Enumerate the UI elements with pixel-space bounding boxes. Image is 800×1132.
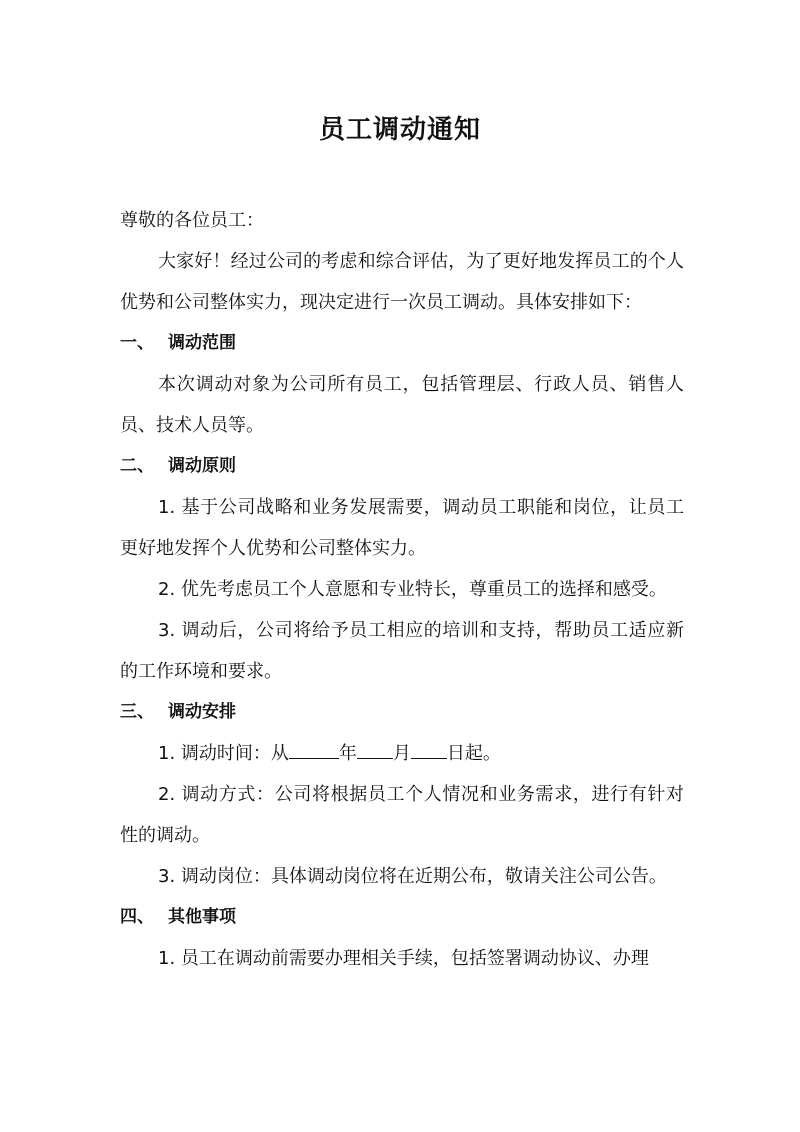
section-heading-arrangement bbox=[120, 692, 684, 733]
principle-item-1: 1. 基于公司战略和业务发展需要，调动员工职能和岗位，让员工更好地发挥个人优势和公司整体实力。 bbox=[120, 497, 684, 559]
time-prefix: 1. 调动时间：从 bbox=[158, 743, 289, 764]
day-label: 日起。 bbox=[446, 743, 501, 764]
document-body bbox=[120, 200, 684, 979]
section-number: 四、 bbox=[120, 907, 154, 927]
scope-paragraph: 本次调动对象为公司所有员工，包括管理层、行政人员、销售人员、技术人员等。 bbox=[120, 374, 684, 436]
section-number: 二、 bbox=[120, 456, 154, 476]
principle-item-2: 2. 优先考虑员工个人意愿和专业特长，尊重员工的选择和感受。 bbox=[158, 579, 667, 600]
month-label: 月 bbox=[392, 743, 411, 764]
section-heading-principles bbox=[120, 446, 684, 487]
other-item-1: 1. 员工在调动前需要办理相关手续，包括签署调动协议、办理 bbox=[158, 948, 649, 969]
section-number: 三、 bbox=[120, 702, 154, 722]
greeting: 尊敬的各位员工： bbox=[120, 210, 264, 231]
month-blank-field[interactable] bbox=[357, 738, 393, 759]
section-heading-other bbox=[120, 897, 684, 938]
document-title: 员工调动通知 bbox=[318, 115, 481, 145]
section-title: 其他事项 bbox=[168, 907, 236, 927]
section-title: 调动原则 bbox=[168, 456, 236, 476]
year-label: 年 bbox=[338, 743, 357, 764]
section-title: 调动安排 bbox=[168, 702, 236, 722]
day-blank-field[interactable] bbox=[411, 738, 447, 759]
arrangement-item-position: 3. 调动岗位：具体调动岗位将在近期公布，敬请关注公司公告。 bbox=[158, 866, 667, 887]
year-blank-field[interactable] bbox=[289, 738, 339, 759]
arrangement-item-method: 2. 调动方式：公司将根据员工个人情况和业务需求，进行有针对性的调动。 bbox=[120, 784, 684, 846]
section-number: 一、 bbox=[120, 333, 154, 353]
section-heading-scope bbox=[120, 323, 684, 364]
intro-paragraph: 大家好！经过公司的考虑和综合评估，为了更好地发挥员工的个人优势和公司整体实力，现决定进行一次员工调动。具体安排如下： bbox=[120, 251, 684, 313]
principle-item-3: 3. 调动后，公司将给予员工相应的培训和支持，帮助员工适应新的工作环境和要求。 bbox=[120, 620, 684, 682]
arrangement-item-time bbox=[120, 733, 684, 774]
section-title: 调动范围 bbox=[168, 333, 236, 353]
